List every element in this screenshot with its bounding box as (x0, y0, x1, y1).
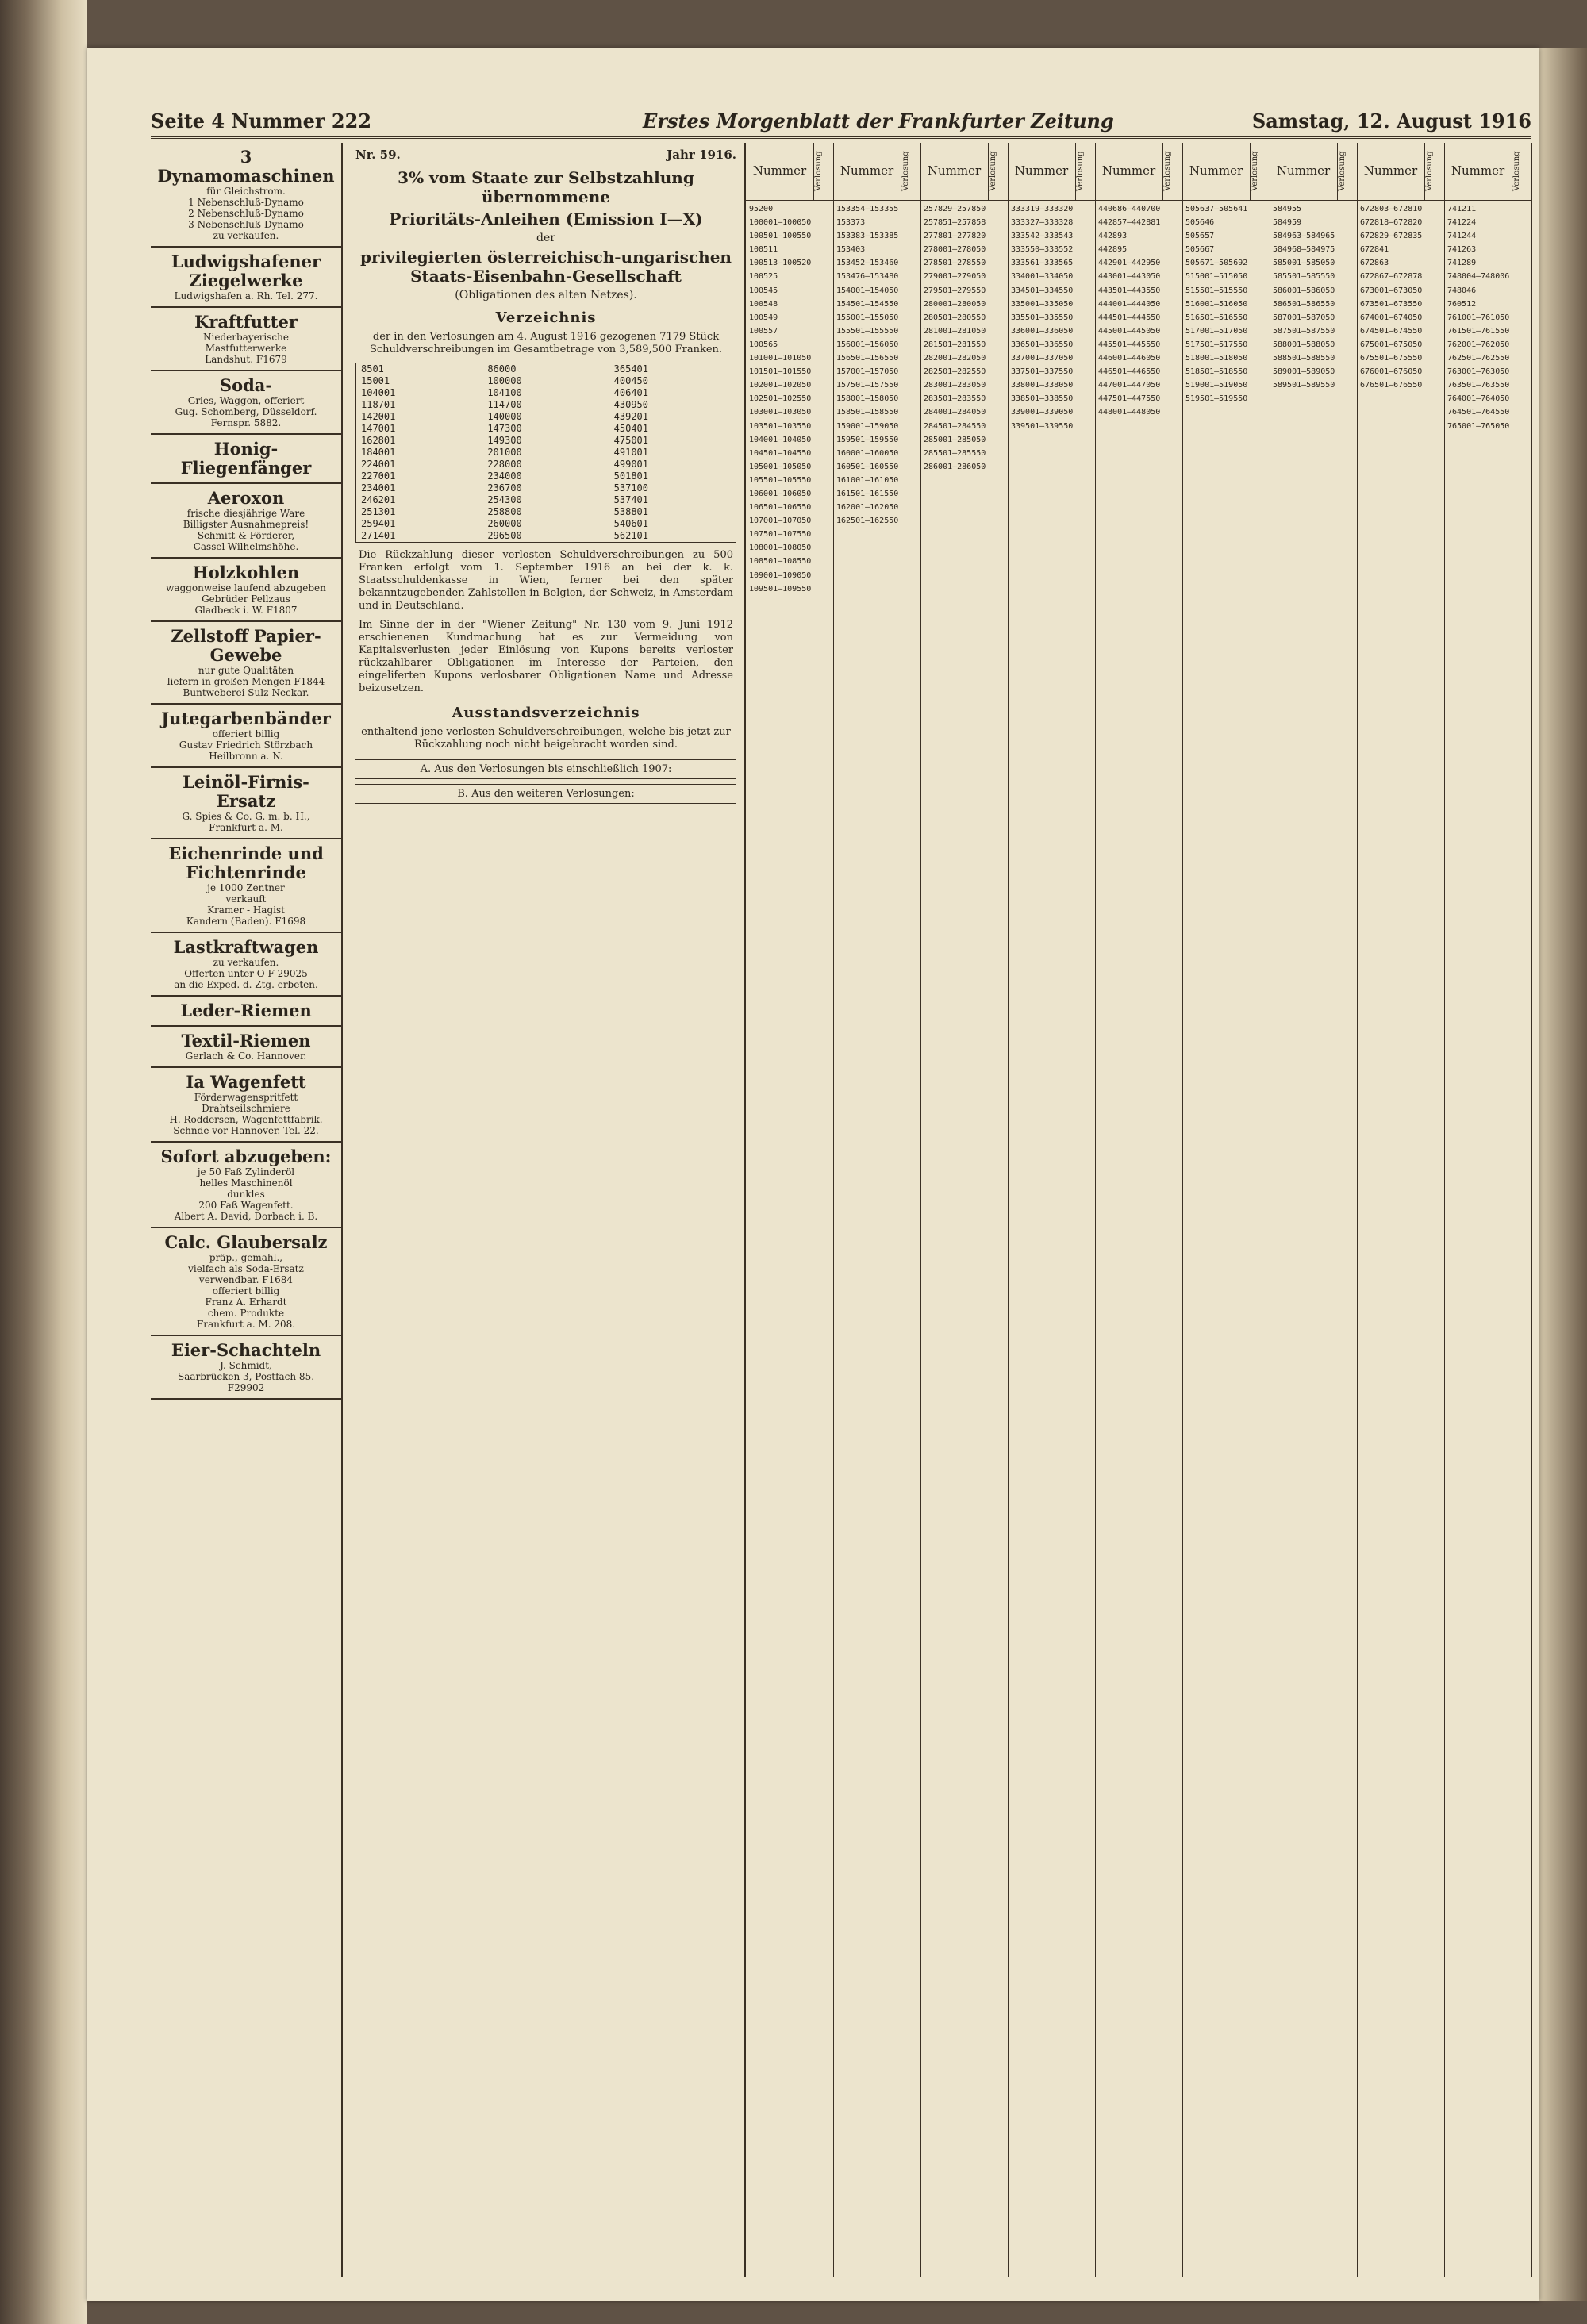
ad-body: Förderwagenspritfett Drahtseilschmiere H. Roddersen, Wagenfettfabrik. Schnde vor Hannover. Tel. 22. (169, 1092, 323, 1136)
number-table-column (1095, 143, 1183, 2277)
number-grid (355, 363, 736, 543)
table-rows: 95200 100001—100050 100501—100550 100511 100513—100520 100525 100545 100548 100549 100557 100565 101001—101050 101501—101550 102001—102050 102501—102550 103001—103050 103501—103550 104001—104050 104501—104550 105001—105050 105501—105550 106001—106050 106501—106550 107001—107050 107501—107550 108001—108050 108501—108550 109001—109050 109501—109550 (749, 205, 812, 593)
advertisement (151, 559, 341, 622)
page-edge (1539, 48, 1587, 2301)
grid-column: 86000 100000 104100 114700 140000 147300 149300 201000 228000 234000 236700 254300 258800 260000 296500 (482, 363, 609, 542)
advertisement (151, 839, 341, 933)
header-draw: Verlosung (1163, 151, 1172, 192)
notice-subtitle: (Obligationen des alten Netzes). (455, 289, 637, 302)
table-rows: 505637—505641 505646 505657 505667 505671—505692 515001—515050 515501—515550 516001—516050 516501—516550 517001—517050 517501—517550 518001—518050 518501—518550 519001—519050 519501—519550 (1185, 205, 1248, 404)
table-rows: 257829—257850 257851—257858 277801—277820 278001—278050 278501—278550 279001—279050 279501—279550 280001—280050 280501—280550 281001—281050 281501—281550 282001—282050 282501—282550 283001—283050 283501—283550 284001—284050 284501—284550 285001—285050 285501—285550 286001—286050 (924, 205, 986, 471)
ad-title: 3 Dynamomaschinen (157, 147, 335, 186)
table-header (833, 143, 920, 201)
ad-body: je 1000 Zentner verkauft Kramer - Hagist Kandern (Baden). F1698 (186, 882, 306, 927)
table-header (1182, 143, 1270, 201)
advertisement (151, 435, 341, 484)
ad-body: Gries, Waggon, offeriert Gug. Schomberg, Düsseldorf. Fernspr. 5882. (175, 395, 317, 428)
table-header (1444, 143, 1531, 201)
ad-title: Kraftfutter (194, 312, 298, 332)
advertisement (151, 1027, 341, 1068)
header-draw: Verlosung (1251, 151, 1259, 192)
number-table-column (1444, 143, 1532, 2277)
ad-title: Jutegarbenbänder (161, 709, 331, 728)
ad-title: Leinöl-Firnis-Ersatz (183, 772, 309, 811)
outstanding-intro: enthaltend jene verlosten Schuldverschreibungen, welche bis jetzt zur Rückzahlung noch nicht beigebracht worden sind. (361, 726, 731, 751)
ad-title: Soda- (219, 375, 273, 395)
section-b-label: B. Aus den weiteren Verlosungen: (355, 784, 736, 804)
issue-date: Samstag, 12. August 1916 (1251, 109, 1531, 133)
outstanding-heading: Ausstandsverzeichnis (452, 705, 640, 721)
notice-header (348, 143, 744, 167)
ad-title: Honig-Fliegenfänger (180, 439, 312, 478)
ad-body: Ludwigshafen a. Rh. Tel. 277. (174, 290, 318, 302)
number-table-column (1182, 143, 1270, 2277)
advertisement (151, 768, 341, 839)
advertisement (151, 1336, 341, 1400)
newspaper-page (87, 48, 1539, 2301)
header-number: Nummer (1095, 143, 1163, 200)
header-number: Nummer (1270, 143, 1338, 200)
ad-title: Aeroxon (207, 488, 285, 508)
header-number: Nummer (920, 143, 989, 200)
table-header (1008, 143, 1095, 201)
repayment-paragraph: Die Rückzahlung dieser verlosten Schuldverschreibungen zu 500 Franken erfolgt vom 1. September 1916 an bei der k. k. Staatsschuldenkasse in Wien, ferner bei den später bekanntzugebenden Zahlstellen in Belgien, der Schweiz, in Amsterdam und in Deutschland. (359, 549, 733, 612)
notice-year: Jahr 1916. (667, 148, 736, 162)
table-rows: 440686—440700 442857—442881 442893 442895 442901—442950 443001—443050 443501—443550 444001—444050 444501—444550 445001—445050 445501—445550 446001—446050 446501—446550 447001—447050 447501—447550 448001—448050 (1098, 205, 1161, 417)
header-number: Nummer (1357, 143, 1425, 200)
notice-number: Nr. 59. (355, 148, 401, 162)
ad-title: Sofort abzugeben: (160, 1147, 332, 1166)
table-header (1270, 143, 1357, 201)
table-header (1095, 143, 1182, 201)
advertisement (151, 484, 341, 559)
header-draw: Verlosung (814, 151, 823, 192)
list-heading: Verzeichnis (495, 309, 597, 326)
table-rows: 584955 584959 584963—584965 584968—584975 585001—585050 585501—585550 586001—586050 586501—586550 587001—587050 587501—587550 588001—588050 588501—588550 589001—589050 589501—589550 (1273, 205, 1335, 390)
header-number: Nummer (1008, 143, 1076, 200)
ad-body: zu verkaufen. Offerten unter O F 29025 an die Exped. d. Ztg. erbeten. (174, 957, 318, 990)
advertisement (151, 371, 341, 435)
advertisement (151, 1068, 341, 1143)
notice-column (348, 143, 746, 2277)
number-table-column (746, 143, 834, 2277)
ad-title: Eichenrinde und Fichtenrinde (168, 843, 324, 882)
ad-body: Gerlach & Co. Hannover. (185, 1051, 307, 1062)
ad-body: nur gute Qualitäten liefern in großen Mengen F1844 Buntweberei Sulz-Neckar. (167, 665, 325, 698)
masthead: Erstes Morgenblatt der Frankfurter Zeitung (643, 109, 1114, 133)
ad-body: für Gleichstrom. 1 Nebenschluß-Dynamo 2 Nebenschluß-Dynamo 3 Nebenschluß-Dynamo zu verkaufen. (188, 186, 304, 241)
number-table-column (1270, 143, 1358, 2277)
table-rows: 153354—153355 153373 153383—153385 153403 153452—153460 153476—153480 154001—154050 154501—154550 155001—155050 155501—155550 156001—156050 156501—156550 157001—157050 157501—157550 158001—158050 158501—158550 159001—159050 159501—159550 160001—160050 160501—160550 161001—161050 161501—161550 162001—162050 162501—162550 (836, 205, 899, 526)
book-binding (0, 0, 87, 2324)
section-a-label: A. Aus den Verlosungen bis einschließlich 1907: (355, 759, 736, 779)
ad-title: Ia Wagenfett (186, 1072, 306, 1092)
ad-body: G. Spies & Co. G. m. b. H., Frankfurt a. M. (182, 811, 310, 833)
notice-title-3: der (536, 232, 555, 244)
advertisement (151, 1228, 341, 1336)
header-draw: Verlosung (1338, 151, 1347, 192)
ad-body: waggonweise laufend abzugeben Gebrüder Pellzaus Gladbeck i. W. F1807 (166, 582, 326, 616)
advertisement (151, 705, 341, 768)
advertisement (151, 308, 341, 371)
ad-title: Eier-Schachteln (171, 1340, 321, 1360)
table-rows: 672803—672810 672818—672820 672829—672835 672841 672863 672867—672878 673001—673050 673501—673550 674001—674050 674501—674550 675001—675050 675501—675550 676001—676050 676501—676550 (1360, 205, 1423, 390)
ad-body: offeriert billig Gustav Friedrich Störzbach Heilbronn a. N. (179, 728, 313, 762)
number-table-column (920, 143, 1009, 2277)
advertisement (151, 622, 341, 705)
header-number: Nummer (1182, 143, 1251, 200)
ad-title: Lastkraftwagen (173, 937, 319, 957)
number-table-column (1357, 143, 1445, 2277)
ad-body: präp., gemahl., vielfach als Soda-Ersatz verwendbar. F1684 offeriert billig Franz A. Erhardt chem. Produkte Frankfurt a. M. 208. (188, 1252, 304, 1330)
advertisement-column (151, 143, 343, 2277)
advertisement (151, 933, 341, 997)
ad-title: Calc. Glaubersalz (164, 1232, 328, 1252)
ad-title: Holzkohlen (192, 563, 300, 582)
notice-title-2: Prioritäts-Anleihen (Emission I—X) (389, 209, 703, 229)
grid-column: 365401 400450 406401 430950 439201 450401 475001 491001 499001 501801 537100 537401 538801 540601 562101 (613, 363, 649, 541)
header-draw: Verlosung (1512, 151, 1521, 192)
grid-column: 8501 15001 104001 118701 142001 147001 162801 184001 224001 227001 234001 246201 251301 259401 271401 (356, 363, 482, 542)
table-header (1357, 143, 1444, 201)
ad-title: Textil-Riemen (181, 1031, 311, 1051)
advertisement (151, 997, 341, 1027)
advertisement (151, 1143, 341, 1228)
ad-body: Niederbayerische Mastfutterwerke Landshut. F1679 (203, 332, 289, 365)
ad-body: je 50 Faß Zylinderöl helles Maschinenöl dunkles 200 Faß Wagenfett. Albert A. David, Dorbach i. B. (174, 1166, 318, 1222)
table-rows: 741211 741224 741244 741263 741289 748004—748006 748046 760512 761001—761050 761501—761550 762001—762050 762501—762550 763001—763050 763501—763550 764001—764050 764501—764550 765001—765050 (1447, 205, 1510, 431)
ad-title: Zellstoff Papier-Gewebe (171, 626, 321, 665)
table-header (920, 143, 1008, 201)
header-draw: Verlosung (901, 151, 910, 192)
header-number: Nummer (746, 143, 814, 200)
ad-title: Ludwigshafener Ziegelwerke (171, 252, 321, 290)
header-draw: Verlosung (1425, 151, 1434, 192)
header-draw: Verlosung (1076, 151, 1085, 192)
table-rows: 333319—333320 333327—333328 333542—333543 333550—333552 333561—333565 334001—334050 334501—334550 335001—335050 335501—335550 336001—336050 336501—336550 337001—337050 337501—337550 338001—338050 338501—338550 339001—339050 339501—339550 (1011, 205, 1074, 431)
number-table-column (833, 143, 921, 2277)
ad-title: Leder-Riemen (180, 1001, 312, 1020)
header-number: Nummer (833, 143, 901, 200)
header-draw: Verlosung (989, 151, 997, 192)
advertisement (151, 248, 341, 308)
page-number: Seite 4 Nummer 222 (151, 109, 372, 133)
company-name: privilegierten österreichisch-ungarischen Staats-Eisenbahn-Gesellschaft (360, 248, 732, 286)
number-table-column (1008, 143, 1096, 2277)
notice-title: 3% vom Staate zur Selbstzahlung übernommene (398, 168, 694, 206)
advertisement (151, 143, 341, 248)
header-number: Nummer (1444, 143, 1512, 200)
coupon-paragraph: Im Sinne der in der "Wiener Zeitung" Nr. 130 vom 9. Juni 1912 erschienenen Kundmachung hat es zur Vermeidung von Kapitalsverlusten jeder Einlösung von Kupons bereits verloster rückzahlbarer Obligationen im Interesse der Parteien, den eingeliferten Kupons verlosbarer Obligationen Name und Adresse beizusetzen. (359, 619, 733, 694)
list-intro: der in den Verlosungen am 4. August 1916 gezogenen 7179 Stück Schuldverschreibungen im Gesamtbetrage von 3,589,500 Franken. (369, 331, 723, 355)
ad-body: frische diesjährige Ware Billigster Ausnahmepreis! Schmitt & Förderer, Cassel-Wilhelmshöhe. (183, 508, 309, 552)
ad-body: J. Schmidt, Saarbrücken 3, Postfach 85. F29902 (177, 1360, 315, 1393)
table-header (746, 143, 833, 201)
page-header (151, 105, 1531, 139)
